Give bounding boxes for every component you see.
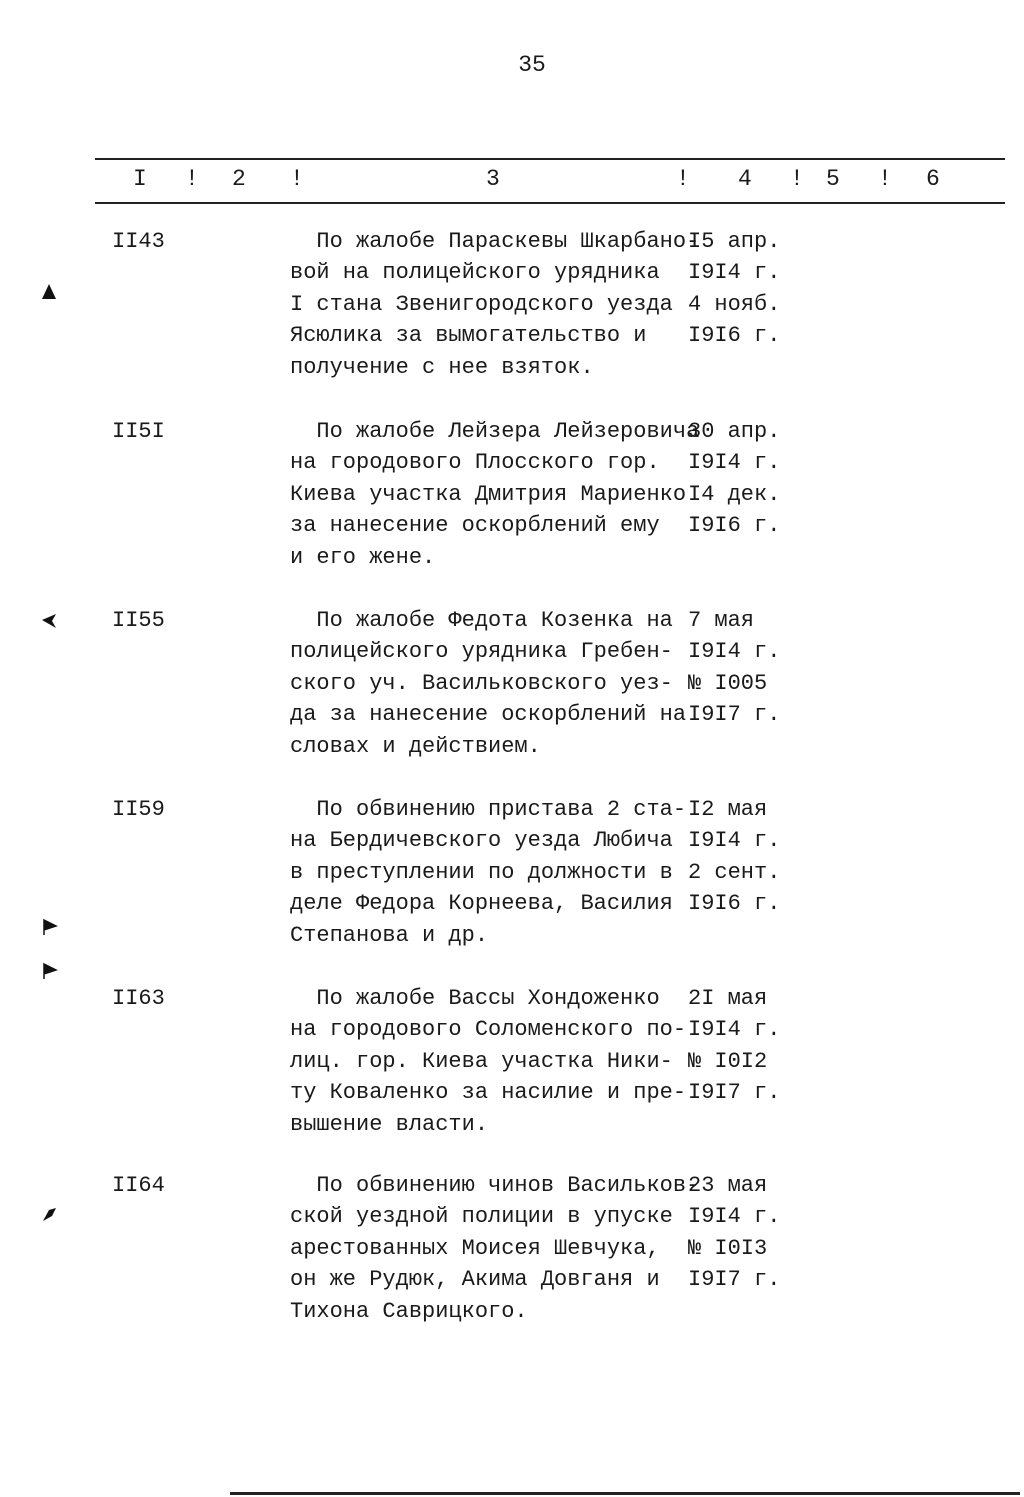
table-top-rule bbox=[95, 158, 1005, 160]
col-1-header: I bbox=[133, 166, 147, 192]
description-line: полицейского урядника Гребен- bbox=[290, 639, 673, 665]
case-number: II55 bbox=[112, 608, 165, 633]
date-line: I9I7 г. bbox=[688, 702, 781, 728]
margin-mark-icon bbox=[40, 918, 58, 936]
col-2-header: 2 bbox=[232, 166, 246, 192]
case-number: II59 bbox=[112, 797, 165, 822]
description-line: Тихона Саврицкого. bbox=[290, 1298, 528, 1324]
margin-mark-icon bbox=[40, 283, 58, 301]
case-dates bbox=[688, 416, 798, 542]
date-line: I9I7 г. bbox=[688, 1267, 781, 1293]
description-line: словах и действием. bbox=[290, 733, 541, 759]
margin-mark-icon bbox=[40, 612, 58, 630]
case-number: II64 bbox=[112, 1173, 165, 1198]
case-description bbox=[290, 226, 700, 383]
col-separator: ! bbox=[878, 166, 892, 192]
date-line: I9I4 г. bbox=[688, 1204, 781, 1230]
date-line: № I005 bbox=[688, 670, 768, 696]
col-4-header: 4 bbox=[738, 166, 752, 192]
date-line: I4 дек. bbox=[688, 481, 781, 507]
description-line: в преступлении по должности в bbox=[290, 859, 673, 885]
description-line: деле Федора Корнеева, Василия bbox=[290, 891, 673, 917]
case-description bbox=[290, 983, 690, 1140]
margin-mark-icon bbox=[40, 962, 58, 980]
date-line: № I0I3 bbox=[688, 1235, 768, 1261]
col-3-header: 3 bbox=[486, 166, 500, 192]
date-line: I5 апр. bbox=[688, 229, 781, 254]
case-dates bbox=[688, 794, 798, 920]
description-line: Ясюлика за вымогательство и bbox=[290, 323, 647, 349]
date-line: 4 нояб. bbox=[688, 291, 781, 317]
case-description bbox=[290, 605, 690, 762]
description-line: По жалобе Параскевы Шкарбано- bbox=[290, 229, 700, 254]
date-line: I2 мая bbox=[688, 797, 768, 822]
date-line: I9I6 г. bbox=[688, 323, 781, 349]
description-line: вой на полицейского урядника bbox=[290, 260, 660, 286]
case-number: II5I bbox=[112, 419, 165, 444]
description-line: По обвинению чинов Васильков- bbox=[290, 1173, 700, 1198]
description-line: I стана Звенигородского уезда bbox=[290, 291, 673, 317]
date-line: I9I4 г. bbox=[688, 828, 781, 854]
date-line: I9I4 г. bbox=[688, 639, 781, 665]
case-description bbox=[290, 1170, 700, 1327]
date-line: 30 апр. bbox=[688, 419, 781, 444]
page-bottom-rule bbox=[230, 1492, 1020, 1495]
description-line: на городового Плосского гор. bbox=[290, 450, 660, 476]
description-line: да за нанесение оскорблений на bbox=[290, 702, 687, 728]
col-separator: ! bbox=[676, 166, 690, 192]
col-5-header: 5 bbox=[826, 166, 840, 192]
page-number: 35 bbox=[518, 52, 546, 78]
description-line: ской уездной полиции в упуске bbox=[290, 1204, 673, 1230]
date-line: № I0I2 bbox=[688, 1048, 768, 1074]
col-6-header: 6 bbox=[926, 166, 940, 192]
margin-mark-icon bbox=[40, 1206, 58, 1224]
case-number: II63 bbox=[112, 986, 165, 1011]
case-number: II43 bbox=[112, 229, 165, 254]
table-header bbox=[0, 166, 1024, 198]
case-dates bbox=[688, 605, 798, 731]
date-line: I9I4 г. bbox=[688, 1017, 781, 1043]
table-header-rule bbox=[95, 202, 1005, 204]
description-line: он же Рудюк, Акима Довганя и bbox=[290, 1267, 660, 1293]
description-line: По обвинению пристава 2 ста- bbox=[290, 797, 687, 822]
col-separator: ! bbox=[790, 166, 804, 192]
case-dates bbox=[688, 1170, 798, 1296]
date-line: I9I7 г. bbox=[688, 1080, 781, 1106]
case-description bbox=[290, 416, 700, 573]
col-separator: ! bbox=[185, 166, 199, 192]
date-line: 2I мая bbox=[688, 986, 768, 1011]
description-line: и его жене. bbox=[290, 544, 436, 570]
description-line: Степанова и др. bbox=[290, 922, 489, 948]
description-line: ту Коваленко за насилие и пре- bbox=[290, 1080, 687, 1106]
description-line: лиц. гор. Киева участка Ники- bbox=[290, 1048, 673, 1074]
description-line: По жалобе Федота Козенка на bbox=[290, 608, 673, 633]
date-line: 2 сент. bbox=[688, 859, 781, 885]
date-line: I9I4 г. bbox=[688, 260, 781, 286]
description-line: Киева участка Дмитрия Мариенко bbox=[290, 481, 687, 507]
description-line: за нанесение оскорблений ему bbox=[290, 513, 660, 539]
date-line: I9I4 г. bbox=[688, 450, 781, 476]
col-separator: ! bbox=[290, 166, 304, 192]
date-line: 23 мая bbox=[688, 1173, 768, 1198]
description-line: на Бердичевского уезда Любича bbox=[290, 828, 673, 854]
description-line: По жалобе Лейзера Лейзеровича bbox=[290, 419, 700, 444]
description-line: на городового Соломенского по- bbox=[290, 1017, 687, 1043]
description-line: арестованных Моисея Шевчука, bbox=[290, 1235, 660, 1261]
case-dates bbox=[688, 226, 798, 352]
case-dates bbox=[688, 983, 798, 1109]
description-line: ского уч. Васильковского уез- bbox=[290, 670, 673, 696]
description-line: получение с нее взяток. bbox=[290, 354, 594, 380]
description-line: вышение власти. bbox=[290, 1111, 489, 1137]
date-line: 7 мая bbox=[688, 608, 755, 633]
case-description bbox=[290, 794, 690, 951]
description-line: По жалобе Вассы Хондоженко bbox=[290, 986, 660, 1011]
date-line: I9I6 г. bbox=[688, 891, 781, 917]
date-line: I9I6 г. bbox=[688, 513, 781, 539]
